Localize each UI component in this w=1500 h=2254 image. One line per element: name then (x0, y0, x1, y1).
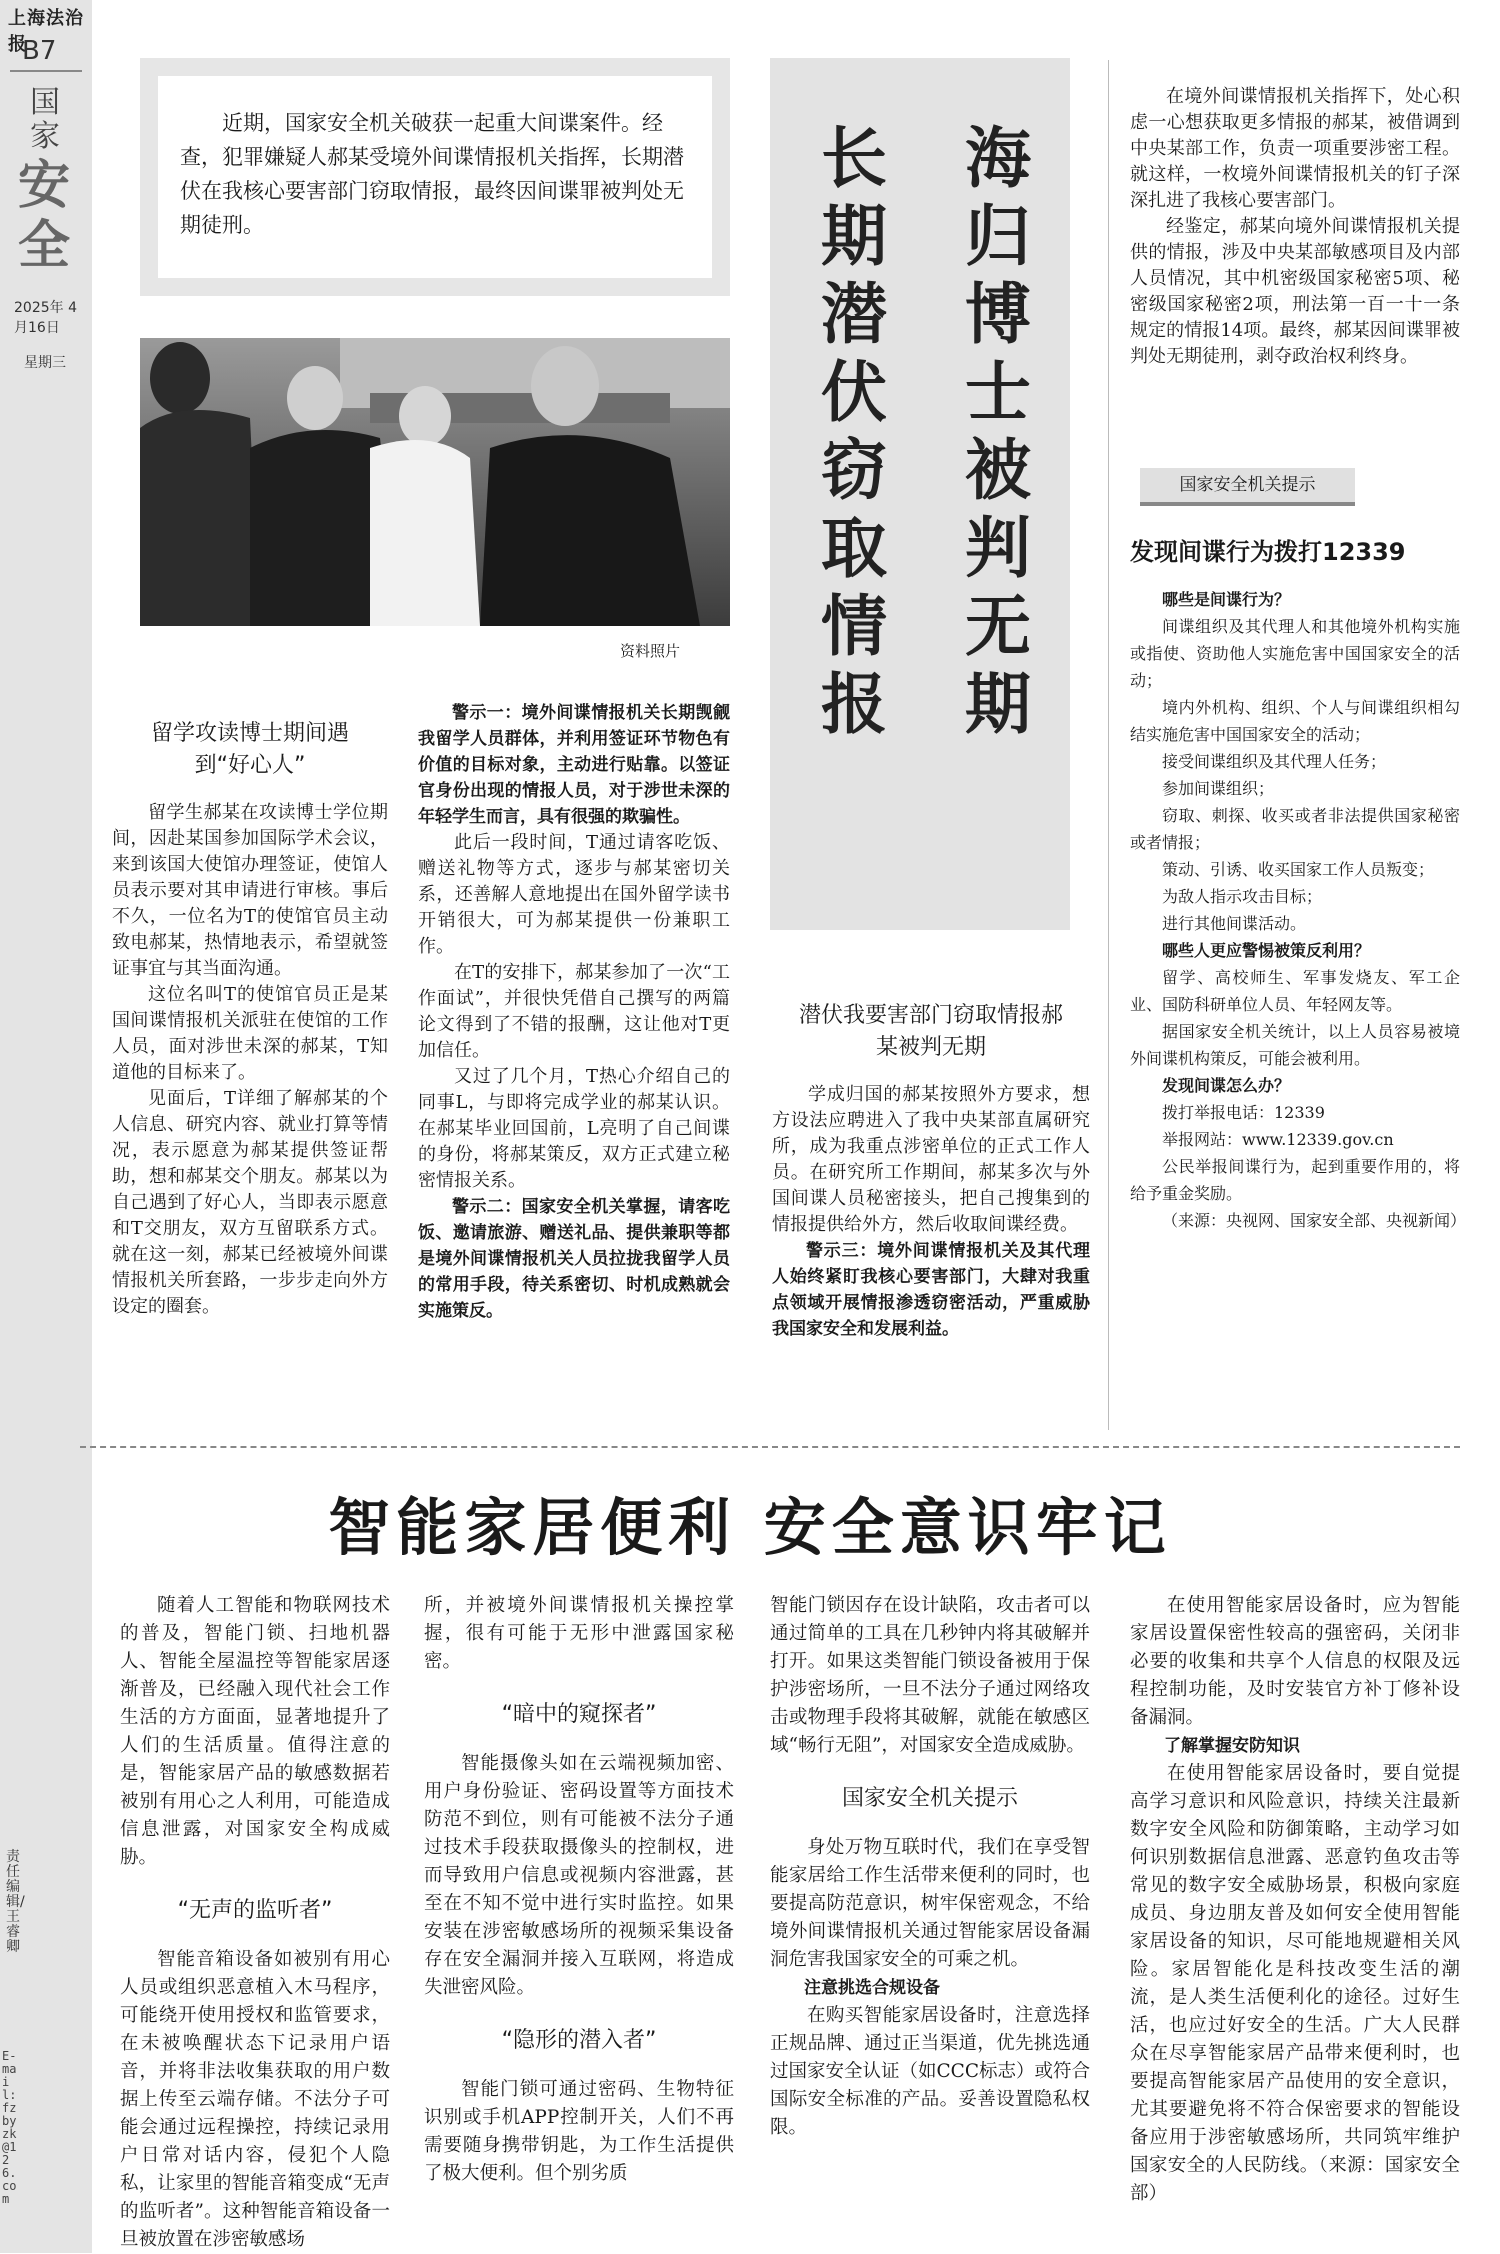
lead-box (140, 58, 730, 296)
editor-credit: 责任编辑/王睿卿 (6, 1849, 25, 1955)
story-column-4 (1130, 84, 1460, 370)
issue-date: 2025年 4月16日 (14, 300, 77, 336)
photo-illustration (140, 338, 730, 626)
qa-answer: 拨打举报电话：12339 (1162, 1103, 1325, 1122)
subheading: “隐形的潜入者” (501, 2028, 657, 2053)
paragraph: 此后一段时间，T通过请客吃饭、赠送礼物等方式，逐步与郝某密切关系，还善解人意地提出在国外留学读书开销很大，可为郝某提供一份兼职工作。 (418, 832, 730, 957)
qa-answer: 举报网站：www.12339.gov.cn (1162, 1130, 1394, 1149)
warning-1: 警示一：境外间谍情报机关长期觊觎我留学人员群体，并利用签证环节物色有价值的目标对象，主动进行贴靠。以签证官身份出现的情报人员，对于涉世未深的年轻学生而言，具有很强的欺骗性。 (418, 703, 730, 827)
story2-column-3 (770, 1592, 1090, 2142)
story-divider (80, 1446, 1460, 1448)
story-column-2 (418, 700, 730, 1324)
qa-answer: 接受间谍组织及其代理人任务； (1162, 752, 1387, 771)
paragraph: 经鉴定，郝某向境外间谍情报机关提供的情报，涉及中央某部敏感项目及内部人员情况，其中机密级国家秘密5项、秘密级国家秘密2项，刑法第一百一十一条规定的情报14项。最终，郝某因间谍罪被判处无期徒刑，剥夺政治权利终身。 (1130, 216, 1460, 367)
news-photo (140, 338, 730, 626)
story2-column-1 (120, 1592, 390, 2254)
paragraph: 在使用智能家居设备时，应为智能家居设置保密性较高的强密码，关闭非必要的收集和共享个人信息的权限及远程控制功能，及时安装官方补丁修补设备漏洞。 (1130, 1595, 1460, 1728)
paragraph: 所，并被境外间谍情报机关操控掌握，很有可能于无形中泄露国家秘密。 (424, 1595, 734, 1672)
subheading: “无声的监听者” (177, 1898, 333, 1923)
headline-main: 海归博士被判无期 (965, 120, 1031, 743)
paragraph: 学成归国的郝某按照外方要求，想方设法应聘进入了我中央某部直属研究所，成为我重点涉密单位的正式工作人员。在研究所工作期间，郝某多次与外国间谍人员秘密接头，把自己搜集到的情报提供给外方，然后收取间谍经费。 (772, 1084, 1090, 1235)
subheading: 国家安全机关提示 (841, 1786, 1018, 1811)
section-title-1: 国 家 (30, 85, 60, 154)
qa-list (1130, 586, 1467, 1234)
headline-sub: 长期潜伏窃取情报 (821, 120, 887, 743)
paragraph: 在境外间谍情报机关指挥下，处心积虑一心想获取更多情报的郝某，被借调到中央某部工作，负责一项重要涉密工程。就这样，一枚境外间谍情报机关的钉子深深扎进了我核心要害部门。 (1130, 86, 1460, 211)
paragraph: 在购买智能家居设备时，注意选择正规品牌、通过正当渠道，优先挑选通过国家安全认证（如CCC标志）或符合国际安全标准的产品。妥善设置隐私权限。 (770, 2005, 1090, 2138)
issue-weekday: 星期三 (24, 355, 66, 371)
masthead: 上海法治报 (8, 8, 84, 55)
paragraph: 这位名叫T的使馆官员正是某国间谍情报机关派驻在使馆的工作人员，面对涉世未深的郝某，T知道他的目标来了。 (112, 984, 388, 1083)
qa-answer: 据国家安全机关统计，以上人员容易被境外间谍机构策反，可能会被利用。 (1130, 1022, 1460, 1068)
story-column-3 (772, 1000, 1090, 1342)
column-divider (1108, 60, 1109, 1430)
qa-answer: 进行其他间谍活动。 (1162, 914, 1307, 933)
subheading-2: 潜伏我要害部门窃取情报郝某被判无期 (798, 1003, 1063, 1060)
warning-2: 警示二：国家安全机关掌握，请客吃饭、邀请旅游、赠送礼品、提供兼职等都是境外间谍情报机关人员拉拢我留学人员的常用手段，待关系密切、时机成熟就会实施策反。 (418, 1197, 730, 1321)
page-number: B7 (22, 36, 57, 66)
story-column-1 (112, 718, 388, 1320)
strip-notch (58, 382, 92, 416)
qa-answer: 策动、引诱、收买国家工作人员叛变； (1162, 860, 1435, 879)
qa-answer: 为敌人指示攻击目标； (1162, 887, 1323, 906)
paragraph: 在T的安排下，郝某参加了一次“工作面试”，并很快凭借自己撰写的两篇论文得到了不错的报酬，这让他对T更加信任。 (418, 962, 730, 1061)
hotline-heading: 发现间谍行为拨打12339 (1130, 538, 1406, 566)
paragraph: 智能门锁因存在设计缺陷，攻击者可以通过简单的工具在几秒钟内将其破解并打开。如果这类智能门锁设备被用于保护涉密场所，一旦不法分子通过网络攻击或物理手段将其破解，就能在敏感区域“畅行无阻”，对国家安全造成威胁。 (770, 1595, 1090, 1756)
story2-headline: 智能家居便利 安全意识牢记 (328, 1491, 1172, 1564)
story2-column-4 (1130, 1592, 1460, 2208)
qa-answer: 窃取、刺探、收买或者非法提供国家秘密或者情报； (1130, 806, 1460, 852)
bold-heading: 了解掌握安防知识 (1164, 1736, 1300, 1756)
qa-answer: 参加间谍组织； (1162, 779, 1275, 798)
paragraph: 智能音箱设备如被别有用心人员或组织恶意植入木马程序，可能绕开使用授权和监管要求，在未被唤醒状态下记录用户语音，并将非法收集获取的用户数据上传至云端存储。不法分子可能会通过远程操控，持续记录用户日常对话内容，侵犯个人隐私，让家里的智能音箱变成“无声的监听者”。这种智能音箱设备一旦被放置在涉密敏感场 (120, 1949, 390, 2250)
qa-answer: 留学、高校师生、军事发烧友、军工企业、国防科研单位人员、年轻网友等。 (1130, 968, 1460, 1014)
tip-tag: 国家安全机关提示 (1140, 468, 1355, 506)
photo-caption: 资料照片 (620, 642, 681, 660)
paragraph: 留学生郝某在攻读博士学位期间，因赴某国参加国际学术会议，来到该国大使馆办理签证，使馆人员表示要对其申请进行审核。事后不久，一位名为T的使馆官员主动致电郝某，热情地表示，希望就签证事宜与其当面沟通。 (112, 802, 388, 979)
masthead-rule (10, 70, 82, 72)
subheading-1: 留学攻读博士期间遇到“好心人” (150, 721, 349, 778)
qa-answer: 境内外机构、组织、个人与间谍组织相勾结实施危害中国国家安全的活动； (1130, 698, 1460, 744)
paragraph: 身处万物互联时代，我们在享受智能家居给工作生活带来便利的同时，也要提高防范意识，树牢保密观念，不给境外间谍情报机关通过智能家居设备漏洞危害我国家安全的可乘之机。 (770, 1837, 1090, 1970)
paragraph: 随着人工智能和物联网技术的普及，智能门锁、扫地机器人、智能全屋温控等智能家居逐渐普及，已经融入现代社会工作生活的方方面面，显著地提升了人们的生活质量。值得注意的是，智能家居产品的敏感数据若被别有用心之人利用，可能造成信息泄露，对国家安全构成威胁。 (120, 1595, 390, 1868)
warning-3: 警示三：境外间谍情报机关及其代理人始终紧盯我核心要害部门，大肆对我重点领域开展情报渗透窃密活动，严重威胁我国家安全和发展利益。 (772, 1241, 1090, 1339)
paragraph: 智能门锁可通过密码、生物特征识别或手机APP控制开关，人们不再需要随身携带钥匙，为工作生活提供了极大便利。但个别劣质 (424, 2079, 734, 2184)
paragraph: 在使用智能家居设备时，要自觉提高学习意识和风险意识，持续关注最新数字安全风险和防御策略，主动学习如何识别数据信息泄露、恶意钓鱼攻击等常见的数字安全威胁场景，积极向家庭成员、身边朋友普及如何安全使用智能家居设备的知识，尽可能地规避相关风险。家居智能化是科技改变生活的潮流，是人类生活便利化的途径。过好生活，也应过好安全的生活。广大人民群众在尽享智能家居产品带来便利时，也要提高智能家居产品使用的安全意识，尤其要避免将不符合保密要求的智能设备应用于涉密敏感场所，共同筑牢维护国家安全的人民防线。（来源：国家安全部） (1130, 1763, 1460, 2204)
qa-answer: （来源：央视网、国家安全部、央视新闻） (1162, 1211, 1467, 1230)
paragraph: 又过了几个月，T热心介绍自己的同事L，与即将完成学业的郝某认识。在郝某毕业回国前，L亮明了自己间谍的身份，将郝某策反，双方正式建立秘密情报关系。 (418, 1066, 730, 1191)
qa-question: 哪些人更应警惕被策反利用？ (1162, 941, 1371, 960)
lead-text: 近期，国家安全机关破获一起重大间谍案件。经查，犯罪嫌疑人郝某受境外间谍情报机关指挥，长期潜伏在我核心要害部门窃取情报，最终因间谍罪被判处无期徒刑。 (158, 76, 712, 278)
qa-answer: 间谍组织及其代理人和其他境外机构实施或指使、资助他人实施危害中国国家安全的活动； (1130, 617, 1460, 690)
paragraph: 智能摄像头如在云端视频加密、用户身份验证、密码设置等方面技术防范不到位，则有可能被不法分子通过技术手段获取摄像头的控制权，进而导致用户信息或视频内容泄露，甚至在不知不觉中进行实时监控。如果安装在涉密敏感场所的视频采集设备存在安全漏洞并接入互联网，将造成失泄密风险。 (424, 1753, 734, 1998)
qa-question: 发现间谍怎么办？ (1162, 1076, 1291, 1095)
bold-heading: 注意挑选合规设备 (804, 1978, 940, 1998)
paragraph: 见面后，T详细了解郝某的个人信息、研究内容、就业打算等情况，表示愿意为郝某提供签证帮助，想和郝某交个朋友。郝某以为自己遇到了好心人，当即表示愿意和T交朋友，双方互留联系方式。就在这一刻，郝某已经被境外间谍情报机关所套路，一步步走向外方设定的圈套。 (112, 1088, 388, 1317)
editor-email: E-mail:fzbyzk@126.com (2, 2049, 17, 2206)
story2-column-2 (424, 1592, 734, 2188)
qa-question: 哪些是间谍行为？ (1162, 590, 1291, 609)
qa-answer: 公民举报间谍行为，起到重要作用的，将给予重金奖励。 (1130, 1157, 1460, 1203)
subheading: “暗中的窥探者” (501, 1702, 657, 1727)
section-title-2: 安 全 (18, 155, 71, 276)
